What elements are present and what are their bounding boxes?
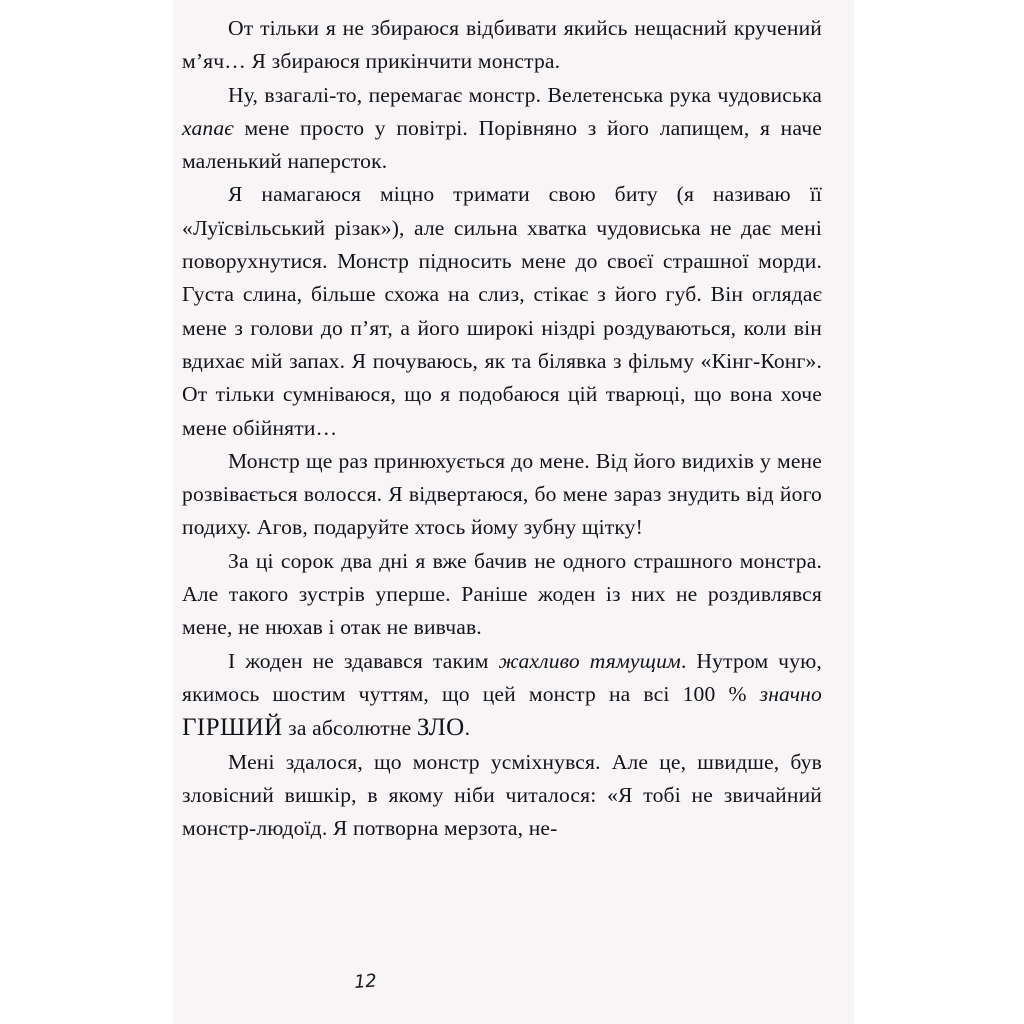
body-text: Мені здалося, що монстр усміхнувся. Але це, швидше, був зловісний вишкір, в якому ніби читалося: «Я тобі не звичайний монстр-людоїд. Я потворна мерзота, не- <box>182 749 822 841</box>
page-text-column <box>182 12 822 845</box>
paragraph-p5 <box>182 545 822 645</box>
body-text: . <box>464 716 471 741</box>
body-text: мене просто у повітрі. Порівняно з його лапищем, я наче маленький наперсток. <box>182 115 822 174</box>
paragraph-p6 <box>182 645 822 746</box>
emphasis-text: жахливо тямущим <box>498 648 681 673</box>
paragraph-p3 <box>182 178 822 444</box>
emphasis-text: значно <box>759 681 822 706</box>
caps-emphasis-text: ЗЛО <box>416 714 465 742</box>
body-text: Монстр ще раз принюхується до мене. Від його видихів у мене розвівається волосся. Я відвертаюся, бо мене зараз знудить від його подиху. Агов, подаруйте хтось йому зубну щітку! <box>182 448 822 540</box>
emphasis-text: хапає <box>182 115 234 140</box>
paragraph-p7 <box>182 746 822 846</box>
body-text: . Нутром чую, якимось шостим чуттям, що цей монстр на всі 100 % <box>182 648 822 706</box>
body-text: за абсолютне <box>282 716 417 741</box>
body-text: Ну, взагалі-то, перемагає монстр. Велетенська рука чудовиська <box>228 82 822 107</box>
body-text: За ці сорок два дні я вже бачив не одного страшного монстра. Але такого зустрів уперше. Раніше жоден із них не роздивлявся мене, не нюхав і отак не вивчав. <box>182 548 822 640</box>
caps-emphasis-text: ГІРШИЙ <box>182 714 283 742</box>
paragraph-p1 <box>182 12 822 79</box>
page-number: 12 <box>353 970 377 993</box>
paragraph-p2 <box>182 79 822 179</box>
body-text: І жоден не здавався таким <box>228 648 499 673</box>
body-text: От тільки я не збираюся відбивати якийсь нещасний кручений м’яч… Я збираюся прикінчити монстра. <box>182 16 822 74</box>
paragraph-p4 <box>182 445 822 545</box>
book-page-sheet <box>173 0 854 1024</box>
body-text: Я намагаюся міцно тримати свою биту (я називаю її «Луїсвільський різак»), але сильна хватка чудовиська не дає мені поворухнутися. Монстр підносить мене до своєї страшної морди. Густа слина, більше схожа на слиз, стікає з його губ. Він оглядає мене з голови до п’ят, а його широкі ніздрі роздуваються, коли він вдихає мій запах. Я почуваюсь, як та білявка з фільму «Кінг-Конг». От тільки сумніваюся, що я подобаюся цій тварюці, що вона хоче мене обійняти… <box>182 182 822 440</box>
